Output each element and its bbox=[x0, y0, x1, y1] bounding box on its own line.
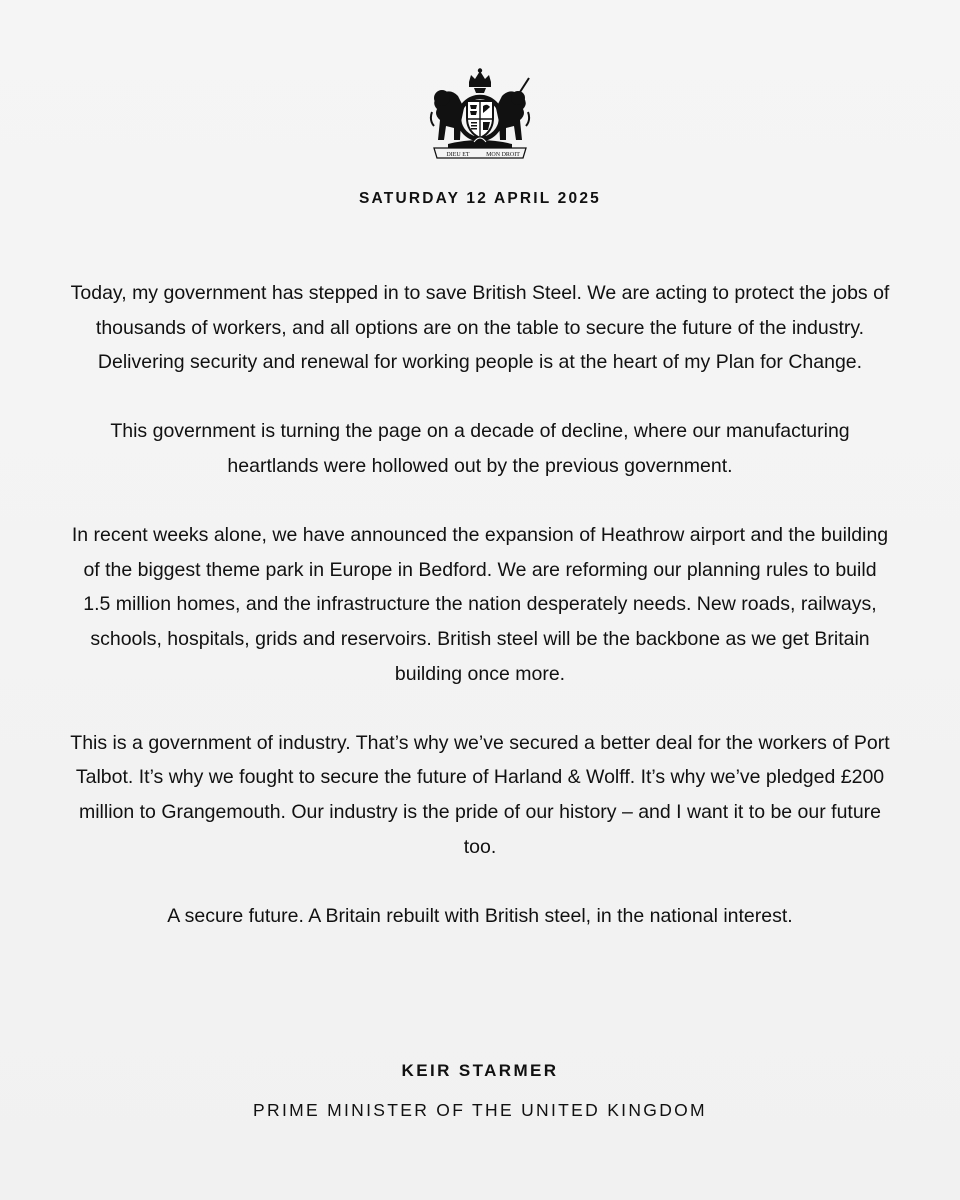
motto-right: MON DROIT bbox=[486, 152, 520, 158]
signatory-name: KEIR STARMER bbox=[401, 1061, 559, 1080]
paragraph: Today, my government has stepped in to save British Steel. We are acting to protect the jobs of thousands of workers, and all options are on the table to secure the future of the industry. Delivering security and renewal for working people is at the heart of my Plan for Change. bbox=[70, 282, 890, 374]
paragraph: In recent weeks alone, we have announced the expansion of Heathrow airport and the building of the biggest theme park in Europe in Bedford. We are reforming our planning rules to build 1.5 million homes, and the infrastructure the nation desperately needs. New roads, railways, schools, hospitals, grids and reservoirs. British steel will be the backbone as we get Britain building once more. bbox=[71, 524, 889, 685]
paragraph: This government is turning the page on a decade of decline, where our manufacturing heartlands were hollowed out by the previous government. bbox=[110, 420, 850, 477]
motto-left: DIEU ET bbox=[446, 152, 470, 158]
royal-coat-of-arms-icon bbox=[428, 68, 532, 162]
signatory-title: PRIME MINISTER OF THE UNITED KINGDOM bbox=[253, 1100, 707, 1120]
paragraph: A secure future. A Britain rebuilt with British steel, in the national interest. bbox=[167, 904, 793, 927]
paragraph: This is a government of industry. That’s why we’ve secured a better deal for the workers of Port Talbot. It’s why we fought to secure the future of Harland & Wolff. It’s why we’ve pledged £200 million to Grangemouth. Our industry is the pride of our history – and I want it to be our future too. bbox=[70, 731, 890, 858]
statement-body bbox=[70, 276, 890, 968]
statement-date: SATURDAY 12 APRIL 2025 bbox=[359, 190, 601, 207]
